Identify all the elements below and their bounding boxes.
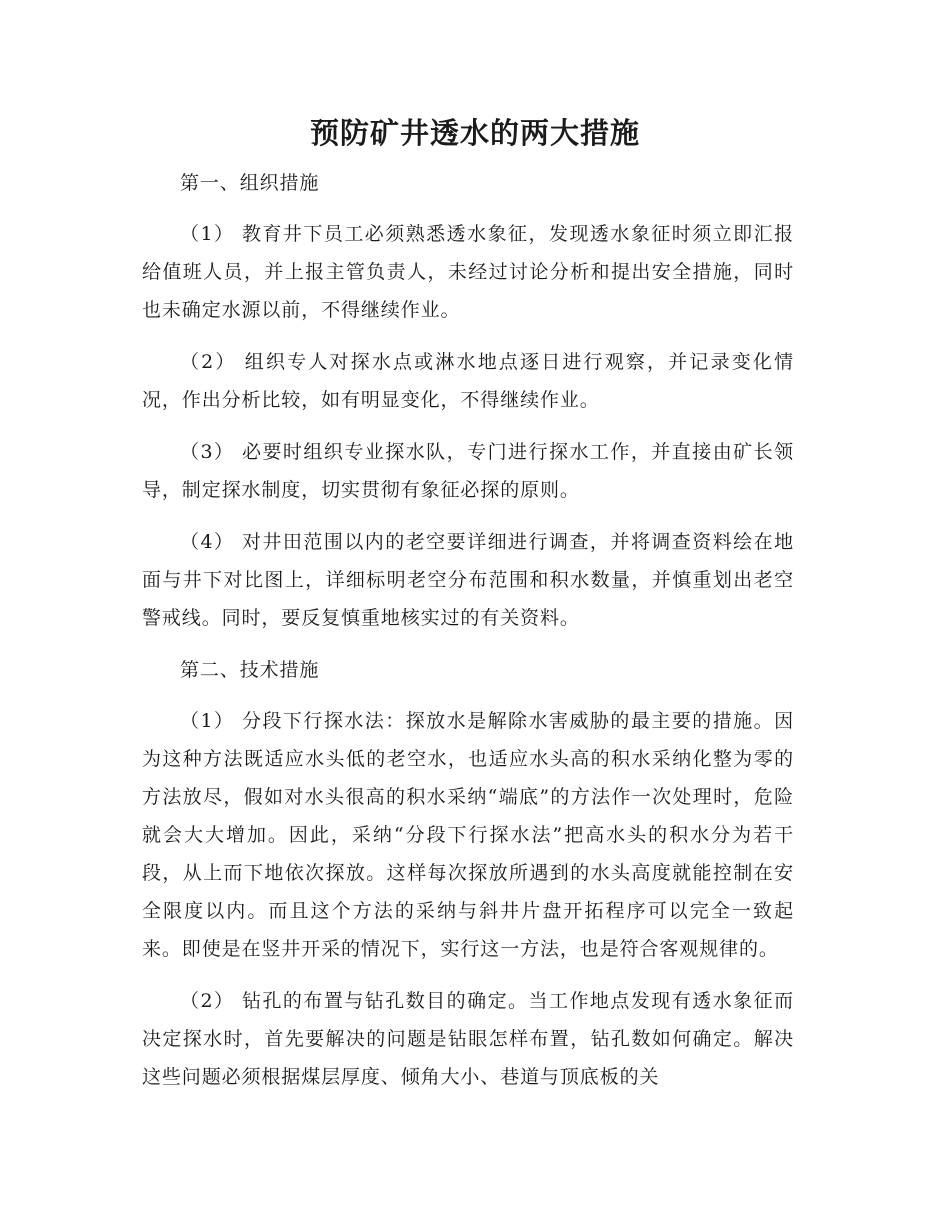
paragraph-org-4: （4） 对井田范围以内的老空要详细进行调查，并将调查资料绘在地面与井下对比图上，详细标明老空分布范围和积水数量，并慎重划出老空警戒线。同时，要反复慎重地核实过的有关资料。: [142, 531, 794, 629]
section-heading-organizational: 第一、组织措施: [180, 172, 320, 194]
paragraph-org-3: （3） 必要时组织专业探水队，专门进行探水工作，并直接由矿长领导，制定探水制度，切实贯彻有象征必探的原则。: [142, 441, 794, 501]
document-body: [142, 164, 794, 1110]
paragraph-org-2: （2） 组织专人对探水点或淋水地点逐日进行观察，并记录变化情况，作出分析比较，如有明显变化，不得继续作业。: [142, 351, 794, 411]
document-title: 预防矿井透水的两大措施: [309, 116, 640, 150]
paragraph-tech-2: （2） 钻孔的布置与钻孔数目的确定。当工作地点发现有透水象征而决定探水时，首先要解决的问题是钻眼怎样布置，钻孔数如何确定。解决这些问题必须根据煤层厚度、倾角大小、巷道与顶底板的关: [142, 990, 794, 1088]
paragraph-org-1: （1） 教育井下员工必须熟悉透水象征，发现透水象征时须立即汇报给值班人员，并上报主管负责人，未经过讨论分析和提出安全措施，同时也未确定水源以前，不得继续作业。: [142, 223, 794, 321]
section-heading-technical: 第二、技术措施: [180, 659, 320, 681]
paragraph-tech-1: （1） 分段下行探水法：探放水是解除水害威胁的最主要的措施。因为这种方法既适应水头低的老空水，也适应水头高的积水采纳化整为零的方法放尽，假如对水头很高的积水采纳“端底”的方法作一次处理时，危险就会大大增加。因此，采纳“分段下行探水法”把高水头的积水分为若干段，从上而下地依次探放。这样每次探放所遇到的水头高度就能控制在安全限度以内。而且这个方法的采纳与斜井片盘开拓程序可以完全一致起来。即使是在竖井开采的情况下，实行这一方法，也是符合客观规律的。: [142, 710, 794, 960]
